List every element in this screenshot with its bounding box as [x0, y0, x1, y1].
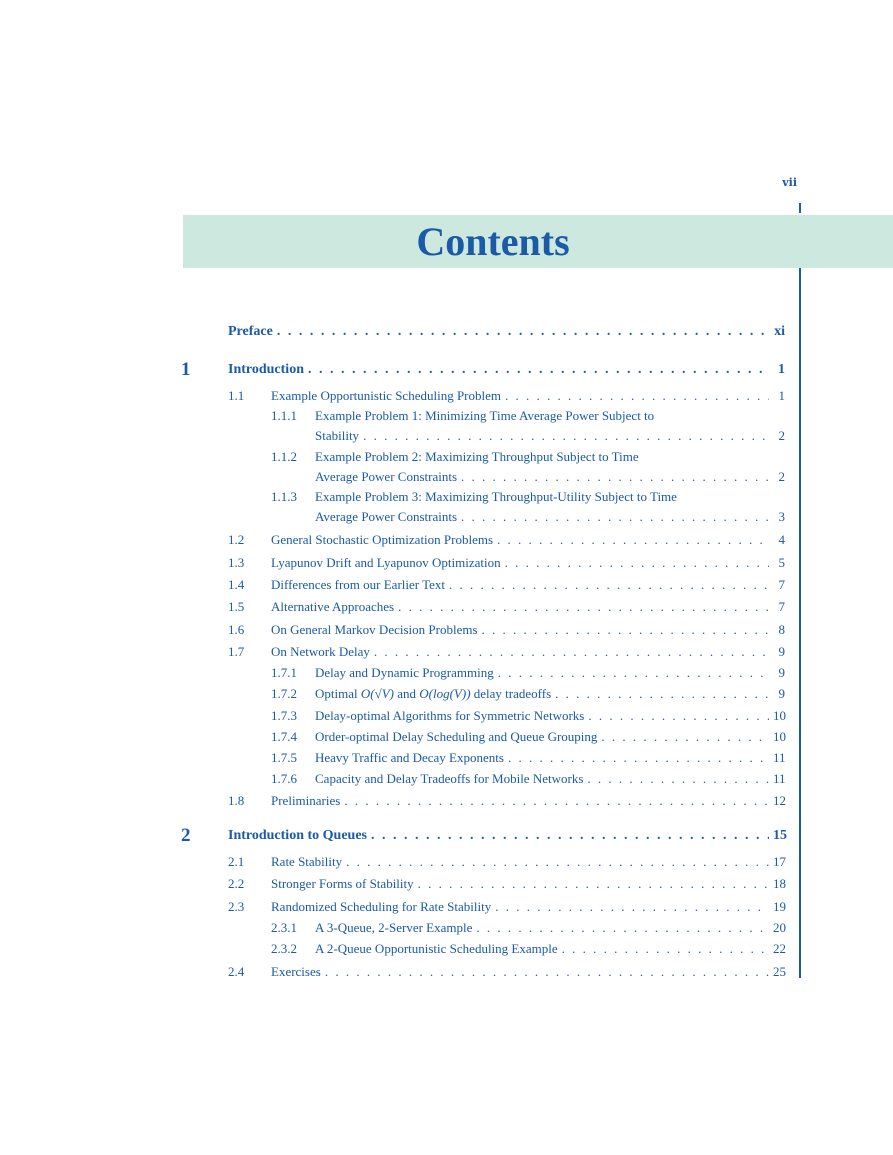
toc-entry-title: Stronger Forms of Stability [271, 876, 414, 891]
leader-dots [325, 964, 769, 980]
subsection-number: 2.3.1 [271, 920, 297, 935]
toc-entry-title: Capacity and Delay Tradeoffs for Mobile Networks [315, 771, 584, 786]
toc-entry-title: On General Markov Decision Problems [271, 622, 478, 637]
toc-entry-page: 11 [773, 771, 786, 786]
toc-entry-page: 17 [773, 854, 786, 869]
section-number: 2.3 [228, 899, 245, 914]
toc-entry-page: 12 [773, 793, 786, 808]
toc-entry-subsection[interactable] [315, 750, 785, 766]
toc-entry-section[interactable] [271, 793, 785, 809]
toc-entry-section[interactable] [271, 622, 785, 638]
toc-entry-title: Average Power Constraints [315, 469, 458, 484]
leader-dots [398, 599, 769, 615]
toc-entry-subsection[interactable] [315, 708, 785, 724]
toc-entry-page: 22 [773, 941, 786, 956]
toc-entry-title: Order-optimal Delay Scheduling and Queue Grouping [315, 729, 598, 744]
toc-entry-chapter-1[interactable] [228, 362, 785, 378]
toc-entry-title: General Stochastic Optimization Problems [271, 532, 494, 547]
toc-entry-page: 10 [773, 708, 786, 723]
toc-entry-page: 11 [773, 750, 786, 765]
leader-dots [346, 854, 769, 870]
title-text: and [393, 686, 420, 701]
toc-entry-title-line1[interactable]: Example Problem 3: Maximizing Throughput-Utility Subject to Time [315, 489, 677, 504]
toc-entry-title: A 2-Queue Opportunistic Scheduling Example [315, 941, 558, 956]
leader-dots [461, 469, 769, 485]
leader-dots [497, 532, 769, 548]
toc-entry-title: Stability [315, 428, 360, 443]
title-text: delay tradeoffs [470, 686, 552, 701]
leader-dots [508, 750, 769, 766]
toc-entry-page: 19 [773, 899, 786, 914]
toc-entry-title: Lyapunov Drift and Lyapunov Optimization [271, 555, 501, 570]
toc-entry-page: 7 [778, 577, 785, 592]
leader-dots [555, 686, 769, 702]
toc-entry-title: Preface [228, 324, 273, 339]
section-number: 2.4 [228, 964, 245, 979]
toc-entry-page: 4 [778, 532, 785, 547]
toc-entry-page: 10 [773, 729, 786, 744]
subsection-number: 1.7.3 [271, 708, 297, 723]
toc-entry-title: Delay and Dynamic Programming [315, 665, 494, 680]
toc-entry-subsection[interactable] [315, 509, 785, 525]
leader-dots [505, 388, 769, 404]
section-number: 1.8 [228, 793, 245, 808]
subsection-number: 1.1.2 [271, 449, 297, 464]
toc-entry-title: Introduction to Queues [228, 828, 367, 843]
leader-dots [308, 362, 769, 378]
math-expression: O(√V) [360, 686, 394, 701]
chapter-number: 2 [181, 825, 191, 846]
subsection-number: 1.7.6 [271, 771, 297, 786]
toc-entry-page: 25 [773, 964, 786, 979]
section-number: 1.3 [228, 555, 245, 570]
contents-banner [183, 215, 893, 268]
leader-dots [476, 920, 769, 936]
toc-entry-page: 9 [778, 686, 785, 701]
margin-rule [799, 268, 801, 978]
toc-entry-page: 7 [778, 599, 785, 614]
chapter-number: 1 [181, 359, 191, 380]
toc-entry-section[interactable] [271, 532, 785, 548]
toc-entry-page: 20 [773, 920, 786, 935]
toc-entry-page: 9 [778, 644, 785, 659]
toc-entry-title: A 3-Queue, 2-Server Example [315, 920, 473, 935]
leader-dots [587, 771, 769, 787]
toc-entry-subsection[interactable] [315, 686, 785, 702]
toc-entry-title: Rate Stability [271, 854, 343, 869]
leader-dots [498, 665, 769, 681]
toc-entry-page: 8 [778, 622, 785, 637]
section-number: 2.2 [228, 876, 245, 891]
toc-entry-section[interactable] [271, 555, 785, 571]
toc-entry-subsection[interactable] [315, 729, 785, 745]
math-expression: O(log(V)) [419, 686, 471, 701]
title-text: Optimal [315, 686, 361, 701]
toc-entry-section[interactable] [271, 599, 785, 615]
contents-heading: Contents [416, 219, 570, 264]
subsection-number: 1.7.5 [271, 750, 297, 765]
toc-entry-page: 1 [778, 388, 785, 403]
subsection-number: 1.1.1 [271, 408, 297, 423]
toc-entry-section[interactable] [271, 644, 785, 660]
toc-entry-title: Introduction [228, 362, 304, 377]
toc-entry-title: Exercises [271, 964, 321, 979]
toc-entry-page: 9 [778, 665, 785, 680]
margin-rule-top [799, 203, 801, 213]
toc-entry-section[interactable] [271, 854, 785, 870]
toc-entry-page: 2 [778, 469, 785, 484]
toc-entry-preface[interactable] [228, 324, 785, 340]
leader-dots [374, 644, 769, 660]
leader-dots [449, 577, 769, 593]
toc-entry-title: Preliminaries [271, 793, 341, 808]
section-number: 2.1 [228, 854, 245, 869]
section-number: 1.4 [228, 577, 245, 592]
toc-entry-subsection[interactable] [315, 469, 785, 485]
section-number: 1.5 [228, 599, 245, 614]
leader-dots [601, 729, 769, 745]
section-number: 1.1 [228, 388, 245, 403]
toc-entry-section[interactable] [271, 876, 785, 892]
toc-entry-title [315, 686, 551, 702]
toc-entry-title: Delay-optimal Algorithms for Symmetric Networks [315, 708, 585, 723]
toc-entry-page: 18 [773, 876, 786, 891]
toc-entry-title: Differences from our Earlier Text [271, 577, 446, 592]
toc-entry-subsection[interactable] [315, 665, 785, 681]
toc-entry-subsection[interactable] [315, 771, 785, 787]
page-number: vii [782, 176, 797, 189]
section-number: 1.6 [228, 622, 245, 637]
toc-entry-title: Example Opportunistic Scheduling Problem [271, 388, 501, 403]
toc-entry-page: 1 [778, 362, 785, 377]
leader-dots [277, 324, 769, 340]
toc-entry-title-line1[interactable]: Example Problem 1: Minimizing Time Average Power Subject to [315, 408, 655, 423]
toc-entry-subsection[interactable] [315, 920, 785, 936]
leader-dots [418, 876, 769, 892]
leader-dots [344, 793, 769, 809]
leader-dots [588, 708, 769, 724]
toc-entry-section[interactable] [271, 388, 785, 404]
toc-entry-subsection[interactable] [315, 428, 785, 444]
subsection-number: 2.3.2 [271, 941, 297, 956]
toc-entry-title: On Network Delay [271, 644, 370, 659]
toc-entry-page: xi [774, 324, 785, 339]
subsection-number: 1.1.3 [271, 489, 297, 504]
toc-entry-page: 5 [778, 555, 785, 570]
leader-dots [505, 555, 769, 571]
leader-dots [461, 509, 769, 525]
leader-dots [482, 622, 769, 638]
toc-entry-section[interactable] [271, 964, 785, 980]
toc-entry-title-line1[interactable]: Example Problem 2: Maximizing Throughput Subject to Time [315, 449, 639, 464]
subsection-number: 1.7.2 [271, 686, 297, 701]
toc-entry-page: 2 [778, 428, 785, 443]
toc-entry-page: 3 [778, 509, 785, 524]
toc-entry-title: Randomized Scheduling for Rate Stability [271, 899, 492, 914]
leader-dots [562, 941, 769, 957]
toc-entry-section[interactable] [271, 577, 785, 593]
leader-dots [371, 828, 769, 844]
subsection-number: 1.7.1 [271, 665, 297, 680]
toc-entry-chapter-2[interactable] [228, 828, 785, 844]
toc-entry-title: Alternative Approaches [271, 599, 395, 614]
toc-entry-page: 15 [773, 828, 787, 843]
leader-dots [363, 428, 769, 444]
section-number: 1.7 [228, 644, 245, 659]
section-number: 1.2 [228, 532, 245, 547]
leader-dots [495, 899, 769, 915]
toc-entry-section[interactable] [271, 899, 785, 915]
toc-entry-title: Heavy Traffic and Decay Exponents [315, 750, 504, 765]
toc-entry-subsection[interactable] [315, 941, 785, 957]
toc-entry-title: Average Power Constraints [315, 509, 458, 524]
subsection-number: 1.7.4 [271, 729, 297, 744]
